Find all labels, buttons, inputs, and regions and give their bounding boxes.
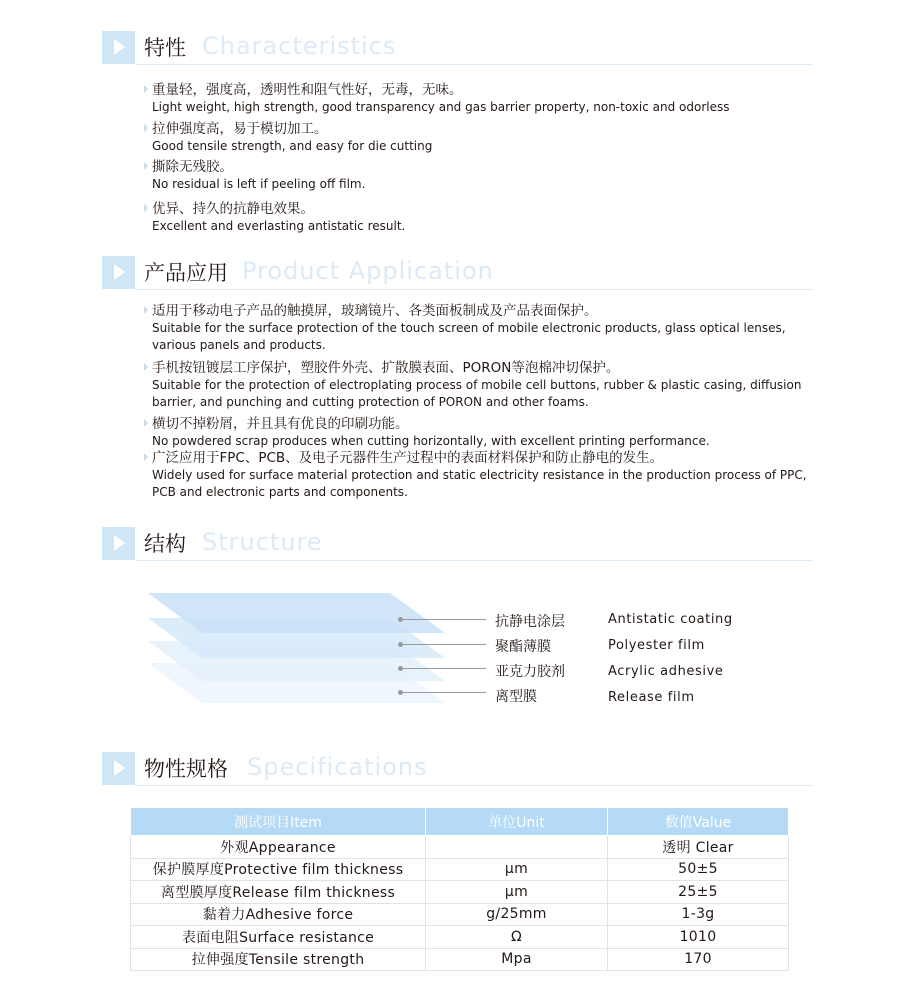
cell-value: 1-3g bbox=[608, 903, 789, 926]
cell-item: 拉伸强度Tensile strength bbox=[131, 948, 426, 971]
section-title-cn: 特性 bbox=[144, 36, 186, 60]
list-item bbox=[142, 158, 822, 193]
cell-value: 50±5 bbox=[608, 858, 789, 881]
item-text-cn: 撕除无残胶。 bbox=[142, 158, 822, 176]
section-header-specifications bbox=[102, 752, 813, 786]
cell-value: 透明 Clear bbox=[608, 836, 789, 859]
callout-line bbox=[402, 692, 486, 693]
list-item bbox=[142, 81, 822, 116]
item-text-en: Good tensile strength, and easy for die cutting bbox=[152, 139, 433, 153]
section-title-en: Characteristics bbox=[202, 32, 397, 60]
column-header-unit: 单位Unit bbox=[426, 808, 608, 836]
item-text-cn: 重量轻，强度高，透明性和阻气性好，无毒，无味。 bbox=[142, 81, 822, 99]
callout-line bbox=[402, 668, 486, 669]
layer-label-cn: 离型膜 bbox=[495, 689, 537, 705]
table-header-row bbox=[131, 808, 789, 836]
section-divider bbox=[135, 64, 813, 65]
callout-line bbox=[402, 619, 486, 620]
column-header-value: 数值Value bbox=[608, 808, 789, 836]
item-text-en: Widely used for surface material protection and static electricity resistance in the production process of PPC, PCB and electronic parts and components. bbox=[152, 468, 807, 499]
layer-label-cn: 亚克力胶剂 bbox=[495, 664, 565, 680]
section-header-characteristics bbox=[102, 31, 813, 65]
column-header-item: 测试项目Item bbox=[131, 808, 426, 836]
list-item bbox=[142, 120, 822, 155]
layer-label-en: Polyester film bbox=[608, 638, 705, 653]
specifications-table bbox=[130, 807, 789, 971]
section-title-cn: 结构 bbox=[144, 532, 186, 556]
cell-unit: Ω bbox=[426, 926, 608, 949]
play-arrow-icon bbox=[102, 527, 135, 560]
callout-line bbox=[402, 644, 486, 645]
section-title-cn: 产品应用 bbox=[144, 261, 228, 285]
cell-item: 黏着力Adhesive force bbox=[131, 903, 426, 926]
layer-label-cn: 抗静电涂层 bbox=[495, 614, 565, 630]
cell-unit: μm bbox=[426, 858, 608, 881]
section-title-en: Product Application bbox=[242, 257, 494, 285]
item-text-en: No powdered scrap produces when cutting horizontally, with excellent printing performance. bbox=[152, 434, 710, 448]
table-row bbox=[131, 903, 789, 926]
list-item bbox=[142, 415, 822, 450]
section-title-en: Structure bbox=[202, 528, 323, 556]
section-title-cn: 物性规格 bbox=[144, 757, 228, 781]
cell-item: 表面电阻Surface resistance bbox=[131, 926, 426, 949]
cell-unit bbox=[426, 836, 608, 859]
section-divider bbox=[135, 289, 813, 290]
play-arrow-icon bbox=[102, 256, 135, 289]
item-text-cn: 拉伸强度高，易于模切加工。 bbox=[142, 120, 822, 138]
table-row bbox=[131, 926, 789, 949]
section-divider bbox=[135, 785, 813, 786]
item-text-cn: 横切不掉粉屑，并且具有优良的印刷功能。 bbox=[142, 415, 822, 433]
item-text-cn: 优异、持久的抗静电效果。 bbox=[142, 200, 822, 218]
layer-label-en: Antistatic coating bbox=[608, 612, 733, 627]
cell-value: 170 bbox=[608, 948, 789, 971]
table-row bbox=[131, 881, 789, 904]
list-item bbox=[142, 359, 822, 411]
cell-item: 离型膜厚度Release film thickness bbox=[131, 881, 426, 904]
table-row bbox=[131, 948, 789, 971]
item-text-en: Light weight, high strength, good transparency and gas barrier property, non-toxic and odorless bbox=[152, 100, 730, 114]
table-row bbox=[131, 836, 789, 859]
item-text-en: No residual is left if peeling off film. bbox=[152, 177, 366, 191]
cell-unit: g/25mm bbox=[426, 903, 608, 926]
cell-unit: Mpa bbox=[426, 948, 608, 971]
item-text-en: Suitable for the protection of electroplating process of mobile cell buttons, rubber & plastic casing, diffusion barrier, and punching and cutting protection of PORON and other foams. bbox=[152, 378, 802, 409]
list-item bbox=[142, 200, 822, 235]
layer-structure-diagram bbox=[140, 585, 470, 715]
section-title-en: Specifications bbox=[247, 753, 428, 781]
item-text-cn: 手机按钮镀层工序保护，塑胶件外壳、扩散膜表面、PORON等泡棉冲切保护。 bbox=[142, 359, 822, 377]
section-header-application bbox=[102, 256, 813, 290]
cell-item: 外观Appearance bbox=[131, 836, 426, 859]
item-text-cn: 适用于移动电子产品的触摸屏，玻璃镜片、各类面板制成及产品表面保护。 bbox=[142, 302, 822, 320]
layer-label-cn: 聚酯薄膜 bbox=[495, 639, 551, 655]
section-header-structure bbox=[102, 527, 813, 561]
list-item bbox=[142, 449, 822, 501]
item-text-cn: 广泛应用于FPC、PCB、及电子元器件生产过程中的表面材料保护和防止静电的发生。 bbox=[142, 449, 822, 467]
cell-item: 保护膜厚度Protective film thickness bbox=[131, 858, 426, 881]
table-row bbox=[131, 858, 789, 881]
item-text-en: Suitable for the surface protection of the touch screen of mobile electronic products, glass optical lenses, various panels and products. bbox=[152, 321, 786, 352]
play-arrow-icon bbox=[102, 752, 135, 785]
cell-value: 1010 bbox=[608, 926, 789, 949]
item-text-en: Excellent and everlasting antistatic result. bbox=[152, 219, 406, 233]
layer-label-en: Acrylic adhesive bbox=[608, 664, 724, 679]
cell-value: 25±5 bbox=[608, 881, 789, 904]
cell-unit: μm bbox=[426, 881, 608, 904]
layer-label-en: Release film bbox=[608, 690, 695, 705]
play-arrow-icon bbox=[102, 31, 135, 64]
section-divider bbox=[135, 560, 813, 561]
list-item bbox=[142, 302, 822, 354]
